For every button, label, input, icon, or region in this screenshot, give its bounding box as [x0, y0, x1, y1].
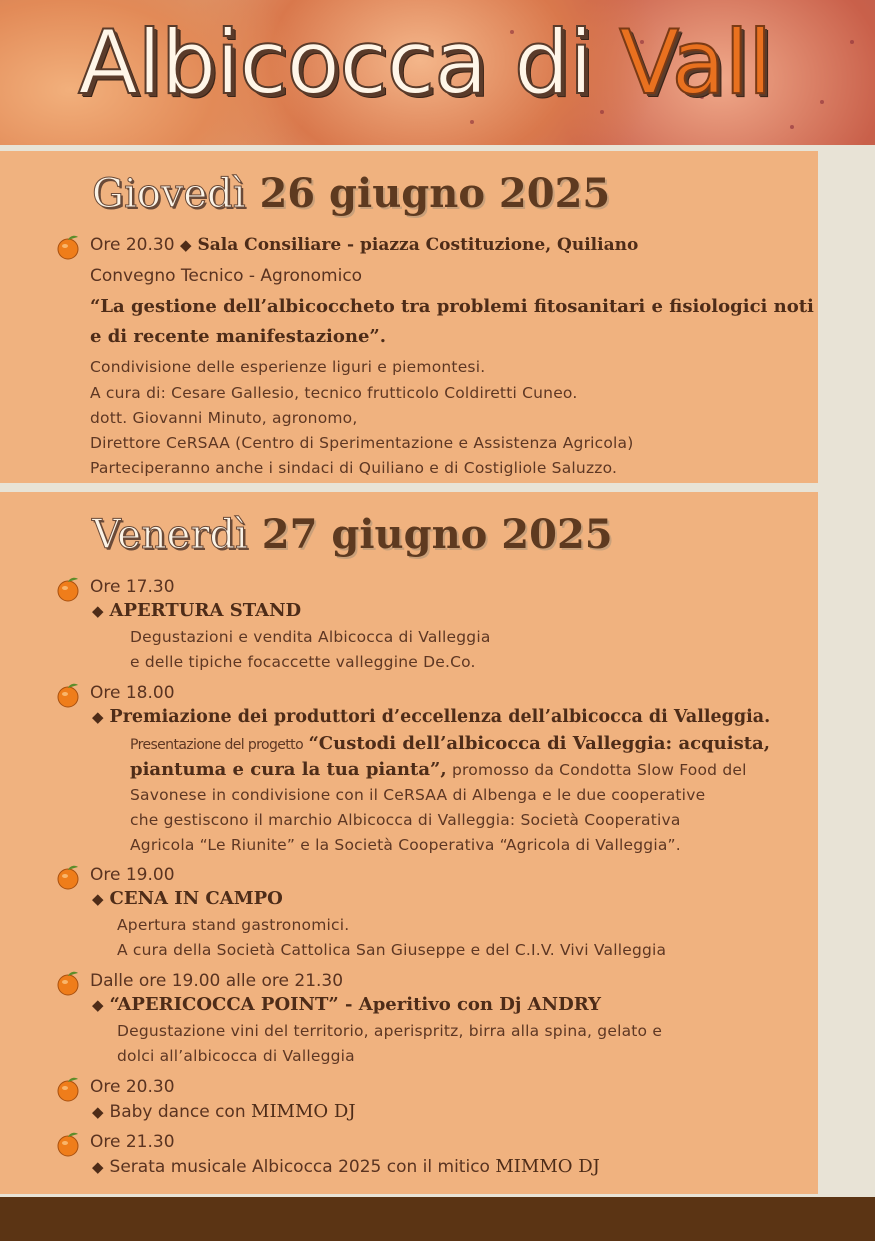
day1-detail: dott. Giovanni Minuto, agronomo,	[90, 409, 358, 427]
event-time: Ore 21.30	[90, 1132, 175, 1152]
event-detail: Agricola “Le Riunite” e la Società Cooperativa “Agricola di Valleggia”.	[130, 836, 681, 854]
apricot-icon	[56, 1131, 82, 1157]
day1-detail: Direttore CeRSAA (Centro di Sperimentazione e Assistenza Agricola)	[90, 434, 634, 452]
event-project-line-1: Presentazione del progetto “Custodi dell’albicocca di Valleggia: acquista,	[130, 733, 770, 754]
event-time: Ore 17.30	[90, 577, 175, 597]
day2-heading: Venerdì 27 giugno 2025	[92, 511, 613, 558]
day1-detail: Parteciperanno anche i sindaci di Quiliano e di Costigliole Saluzzo.	[90, 459, 618, 477]
diamond-icon: ◆	[92, 1158, 104, 1176]
apricot-icon	[56, 682, 82, 708]
event-time: Ore 18.00	[90, 683, 175, 703]
event-detail: Apertura stand gastronomici.	[117, 916, 350, 934]
apricot-icon	[56, 234, 82, 260]
event-detail: A cura della Società Cattolica San Giuseppe e del C.I.V. Vivi Valleggia	[117, 941, 667, 959]
event-title: ◆ Premiazione dei produttori d’eccellenza dell’albicocca di Valleggia.	[92, 707, 771, 727]
event-detail: dolci all’albicocca di Valleggia	[117, 1047, 355, 1065]
event-detail: Degustazione vini del territorio, aperispritz, birra alla spina, gelato e	[117, 1022, 663, 1040]
event-project-line-2: piantuma e cura la tua pianta”, promosso da Condotta Slow Food del	[130, 759, 747, 780]
event-time: Dalle ore 19.00 alle ore 21.30	[90, 971, 344, 991]
event-detail: Degustazioni e vendita Albicocca di Valleggia	[130, 628, 491, 646]
event-detail: che gestiscono il marchio Albicocca di Valleggia: Società Cooperativa	[130, 811, 681, 829]
header-banner	[0, 0, 875, 145]
event-title: ◆ Baby dance con MIMMO DJ	[92, 1101, 356, 1122]
apricot-icon	[56, 864, 82, 890]
day1-time-place: Ore 20.30 ◆ Sala Consiliare - piazza Costituzione, Quiliano	[90, 235, 639, 255]
day1-detail: Condivisione delle esperienze liguri e piemontesi.	[90, 358, 486, 376]
event-time: Ore 20.30	[90, 1077, 175, 1097]
diamond-icon: ◆	[179, 236, 192, 254]
footer-bar	[0, 1197, 875, 1241]
day1-event: Convegno Tecnico - Agronomico	[90, 266, 363, 286]
diamond-icon: ◆	[92, 602, 104, 620]
event-time: Ore 19.00	[90, 865, 175, 885]
diamond-icon: ◆	[92, 890, 104, 908]
diamond-icon: ◆	[92, 1103, 104, 1121]
day1-quote-line-1: “La gestione dell’albicoccheto tra problemi fitosanitari e fisiologici noti	[90, 296, 814, 317]
event-title: ◆ CENA IN CAMPO	[92, 888, 283, 909]
event-title: ◆ APERTURA STAND	[92, 600, 302, 621]
event-title: ◆ Serata musicale Albicocca 2025 con il mitico MIMMO DJ	[92, 1156, 600, 1177]
event-detail: e delle tipiche focaccette valleggine De.Co.	[130, 653, 476, 671]
day1-heading: Giovedì 26 giugno 2025	[92, 170, 611, 217]
diamond-icon: ◆	[92, 996, 104, 1014]
diamond-icon: ◆	[92, 708, 104, 726]
apricot-icon	[56, 576, 82, 602]
event-title: ◆ “APERICOCCA POINT” - Aperitivo con Dj ANDRY	[92, 994, 601, 1015]
apricot-icon	[56, 970, 82, 996]
day1-quote-line-2: e di recente manifestazione”.	[90, 326, 387, 347]
apricot-icon	[56, 1076, 82, 1102]
event-detail: Savonese in condivisione con il CeRSAA di Albenga e le due cooperative	[130, 786, 706, 804]
page-title: Albicocca di Vall	[78, 11, 772, 114]
day1-detail: A cura di: Cesare Gallesio, tecnico frutticolo Coldiretti Cuneo.	[90, 384, 578, 402]
